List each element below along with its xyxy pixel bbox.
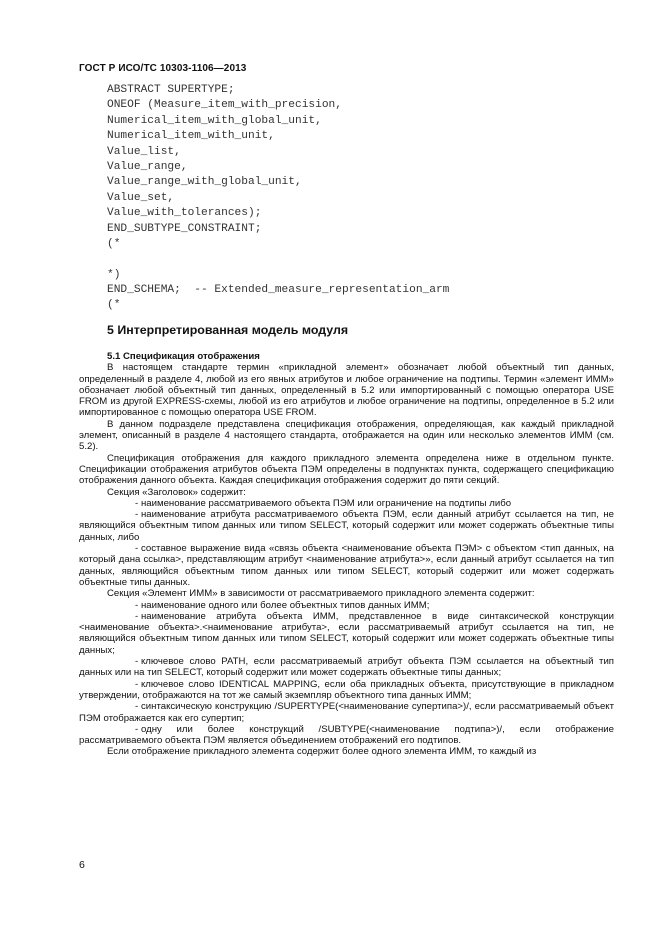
- paragraph: Секция «Элемент ИММ» в зависимости от рассматриваемого прикладного элемента содержит:: [107, 588, 535, 600]
- list-dash: -: [135, 723, 139, 735]
- list-item: [79, 656, 614, 679]
- list-item-text: синтаксическую конструкцию /SUPERTYPE(<наименование супертипа>)/, если рассматриваемый объект ПЭМ отображается как его супертип;: [79, 701, 614, 724]
- paragraph: Спецификация отображения для каждого прикладного элемента определена ниже в отдельном пункте. Спецификации отображения атрибутов объекта ПЭМ определены в подпунктах пункта, содержащего спецификацию отображения данного объекта. Каждая спецификация отображения содержит до пяти секций.: [79, 452, 614, 487]
- subsection-title: 5.1 Спецификация отображения: [107, 351, 260, 362]
- list-dash: -: [135, 543, 139, 555]
- list-item-text: ключевое слово IDENTICAL MAPPING, если оба прикладных объекта, присутствующие в прикладном утверждении, отображаются на тот же самый экземпляр объектного типа данных ИММ;: [79, 678, 614, 701]
- code-line: Value_range,: [107, 160, 188, 173]
- code-line: ONEOF (Measure_item_with_precision,: [107, 99, 342, 112]
- list-item-text: составное выражение вида «связь объекта <наименование объекта ПЭМ> с объектом <тип данных, на который дана ссылка>, представляющим атрибут <наименование атрибута>», если данный атрибут ссылается на тип данных, являющийся объектным типом данных или типом SELECT, который содержит или может содержать объектные типы данных.: [79, 543, 614, 588]
- list-dash: -: [135, 656, 139, 668]
- list-item-text: наименование атрибута рассматриваемого объекта ПЭМ, если данный атрибут ссылается на тип, не являющийся объектным типом данных или типом SELECT, который содержит или может содержать объектные типы данных, либо: [79, 509, 614, 543]
- paragraph: В настоящем стандарте термин «прикладной элемент» обозначает любой объектный тип данных, определенный в разделе 4, любой из его явных атрибутов и любое ограничение на подтипы. Термин «элемент ИММ» обозначает любой объектный тип данных, определенный в 5.2 или импортированный с помощью оператора USE FROM из другой EXPRESS-схемы, любой из его атрибутов и любое ограничение на подтипы, определенное в 5.2 или импортированное с помощью оператора USE FROM.: [79, 362, 614, 419]
- code-line: (*: [107, 299, 121, 312]
- list-item: [79, 679, 614, 702]
- list-item: [79, 543, 614, 588]
- list-dash: -: [135, 509, 139, 521]
- code-line: Value_list,: [107, 145, 181, 158]
- express-code-block: [107, 83, 449, 314]
- code-line: ABSTRACT SUPERTYPE;: [107, 84, 235, 96]
- code-line: (*: [107, 237, 121, 250]
- list-item: [79, 498, 614, 509]
- list-dash: -: [135, 497, 139, 509]
- code-line: [107, 252, 449, 267]
- list-item: [79, 701, 614, 724]
- list-item-text: наименование атрибута объекта ИММ, представленное в виде синтаксической конструкции <наименование объекта>.<наименование атрибута>, если рассматриваемый атрибут ссылается на тип, не являющийся объектным типом данных или типом SELECT, который содержит или может содержать объектные типы данных;: [79, 610, 614, 656]
- section-title: 5 Интерпретированная модель модуля: [107, 323, 349, 337]
- list-item-text: одну или более конструкций /SUBTYPE(<наименование подтипа>)/, если отображение рассматриваемого объекта ПЭМ является объединением отображений его подтипов.: [79, 723, 614, 747]
- standard-header: ГОСТ Р ИСО/ТС 10303-1106—2013: [79, 63, 247, 74]
- paragraph: Если отображение прикладного элемента содержит более одного элемента ИММ, то каждый из: [107, 746, 537, 758]
- page-number: 6: [79, 859, 85, 871]
- code-line: Numerical_item_with_unit,: [107, 130, 275, 143]
- paragraph: В данном подразделе представлена спецификация отображения, определяющая, как каждый прикладной элемент, описанный в разделе 4 настоящего стандарта, отображается на один или несколько элементов ИММ (см. 5.2).: [79, 418, 614, 453]
- code-line: END_SCHEMA; -- Extended_measure_representation_arm: [107, 284, 450, 297]
- list-dash: -: [135, 701, 139, 713]
- list-item: [79, 600, 614, 611]
- code-line: Value_range_with_global_unit,: [107, 176, 302, 189]
- list-item-text: ключевое слово PATH, если рассматриваемый атрибут объекта ПЭМ ссылается на объектный тип данных или на тип SELECT, который содержит или может содержать объектные типы данных;: [79, 656, 614, 679]
- paragraph: Секция «Заголовок» содержит:: [107, 486, 246, 498]
- list-dash: -: [135, 599, 139, 611]
- code-line: Value_set,: [107, 191, 175, 204]
- list-item-text: наименование одного или более объектных типов данных ИММ;: [141, 599, 430, 611]
- list-item: [79, 509, 614, 543]
- list-item-text: наименование рассматриваемого объекта ПЭМ или ограничение на подтипы либо: [141, 497, 512, 509]
- list-item: [79, 724, 614, 747]
- list-dash: -: [135, 610, 139, 622]
- body-text: [79, 351, 614, 758]
- code-line: END_SUBTYPE_CONSTRAINT;: [107, 222, 262, 235]
- code-line: Value_with_tolerances);: [107, 207, 262, 220]
- list-item: [79, 611, 614, 656]
- code-line: Numerical_item_with_global_unit,: [107, 114, 322, 127]
- list-dash: -: [135, 678, 139, 690]
- code-line: *): [107, 268, 121, 281]
